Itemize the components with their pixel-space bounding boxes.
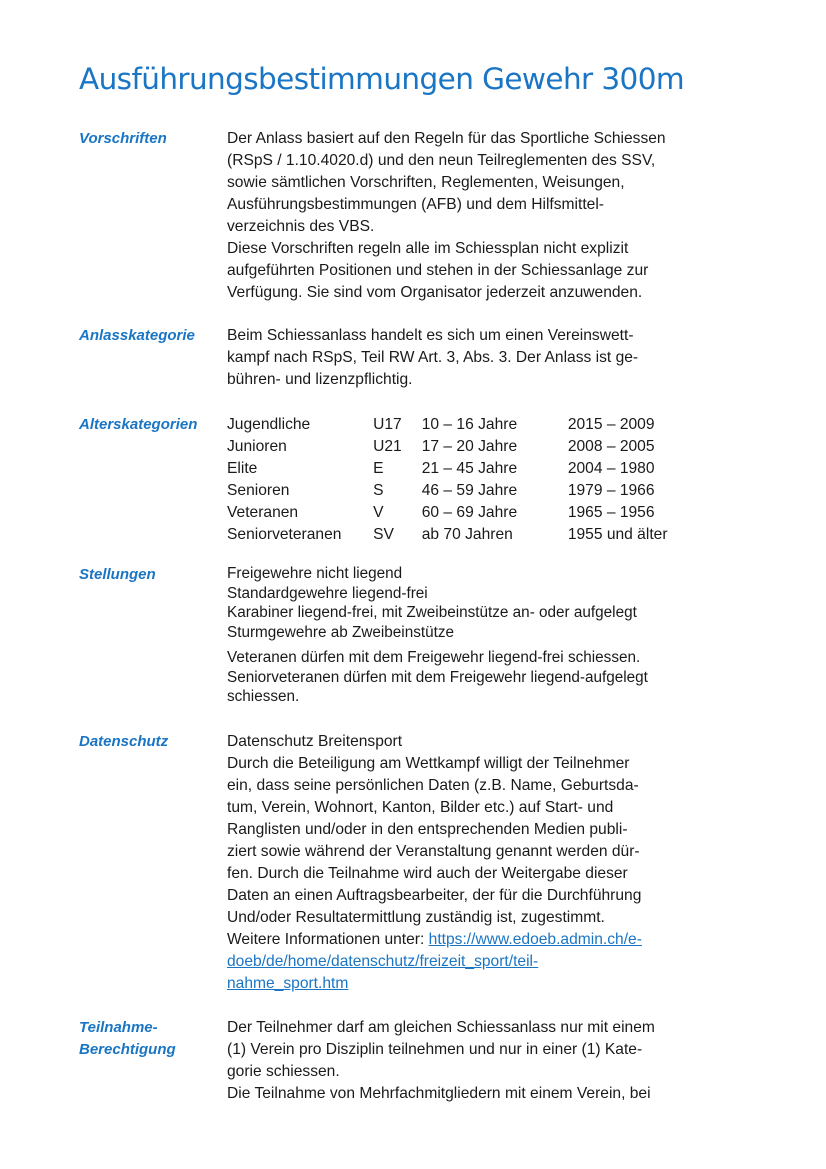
text-line: Diese Vorschriften regeln alle im Schiessplan nicht explizit: [227, 240, 629, 257]
section-body-stellungen: [227, 564, 697, 707]
text-line: Durch die Beteiligung am Wettkampf willigt der Teilnehmer: [227, 755, 630, 772]
age-category-code: E: [373, 460, 384, 477]
section-body-anlasskategorie: [227, 325, 697, 391]
age-category-name: Senioren: [227, 482, 290, 499]
age-category-name: Jugendliche: [227, 416, 311, 433]
text-line: Standardgewehre liegend-frei: [227, 584, 428, 602]
section-label-stellungen: Stellungen: [79, 566, 156, 583]
stellungen-note: [227, 648, 697, 707]
age-category-age: 60 – 69 Jahre: [421, 504, 518, 521]
text-line: schiessen.: [227, 688, 300, 705]
age-category-years: 1955 und älter: [567, 526, 668, 543]
age-category-name: Seniorveteranen: [227, 526, 342, 543]
text-line: fen. Durch die Teilnahme wird auch der Weitergabe dieser: [227, 865, 628, 882]
section-label-anlasskategorie: Anlasskategorie: [79, 327, 195, 344]
text-line: Die Teilnahme von Mehrfachmitgliedern mit einem Verein, bei: [227, 1085, 651, 1102]
age-category-years: 2008 – 2005: [567, 438, 655, 455]
age-category-years: 1979 – 1966: [567, 482, 655, 499]
age-category-row: [227, 458, 697, 480]
age-category-code: SV: [373, 526, 394, 543]
age-category-age: 17 – 20 Jahre: [421, 438, 518, 455]
text-line: Ranglisten und/oder in den entsprechenden Medien publi-: [227, 821, 628, 838]
age-category-age: 21 – 45 Jahre: [421, 460, 518, 477]
age-category-age: 10 – 16 Jahre: [421, 416, 518, 433]
age-category-row: [227, 436, 697, 458]
text-line: ein, dass seine persönlichen Daten (z.B. Name, Geburtsda-: [227, 777, 639, 794]
age-category-row: [227, 414, 697, 436]
text-line: aufgeführten Positionen und stehen in der Schiessanlage zur: [227, 262, 649, 279]
text-line: verzeichnis des VBS.: [227, 218, 375, 235]
text-line: ziert sowie während der Veranstaltung genannt werden dür-: [227, 843, 640, 860]
age-category-code: U21: [373, 438, 402, 455]
text-line: tum, Verein, Wohnort, Kanton, Bilder etc.) auf Start- und: [227, 799, 614, 816]
age-category-table: [227, 414, 697, 546]
section-body-vorschriften: [227, 128, 697, 304]
text-line: Sturmgewehre ab Zweibeinstütze: [227, 623, 455, 641]
age-category-code: U17: [373, 416, 402, 433]
age-category-row: [227, 524, 697, 546]
text-line: sowie sämtlichen Vorschriften, Reglementen, Weisungen,: [227, 174, 625, 191]
text-line: (RSpS / 1.10.4020.d) und den neun Teilreglementen des SSV,: [227, 152, 656, 169]
age-category-age: ab 70 Jahren: [421, 526, 513, 543]
text-line: (1) Verein pro Disziplin teilnehmen und nur in einer (1) Kate-: [227, 1041, 643, 1058]
section-body-datenschutz: [227, 731, 697, 995]
edoeb-link[interactable]: https://www.edoeb.admin.ch/e-: [428, 931, 642, 948]
age-category-age: 46 – 59 Jahre: [421, 482, 518, 499]
age-category-row: [227, 502, 697, 524]
age-category-row: [227, 480, 697, 502]
text-line: Karabiner liegend-frei, mit Zweibeinstütze an- oder aufgelegt: [227, 604, 637, 621]
age-category-code: S: [373, 482, 384, 499]
page-title: Ausführungsbestimmungen Gewehr 300m: [79, 62, 684, 96]
more-info-line: [227, 929, 697, 951]
age-category-code: V: [373, 504, 384, 521]
text-line: Seniorveteranen dürfen mit dem Freigewehr liegend-aufgelegt: [227, 668, 648, 686]
label-line: Berechtigung: [79, 1041, 176, 1058]
text-line: gorie schiessen.: [227, 1063, 340, 1080]
text-line: Verfügung. Sie sind vom Organisator jederzeit anzuwenden.: [227, 284, 643, 301]
text-line: Und/oder Resultatermittlung zuständig ist, zugestimmt.: [227, 909, 605, 926]
edoeb-link-continued[interactable]: doeb/de/home/datenschutz/freizeit_sport/teil-: [227, 953, 539, 970]
text-line: Veteranen dürfen mit dem Freigewehr liegend-frei schiessen.: [227, 649, 641, 666]
section-label-datenschutz: Datenschutz: [79, 733, 169, 750]
text-line: bühren- und lizenzpflichtig.: [227, 371, 413, 388]
age-category-years: 2015 – 2009: [567, 416, 655, 433]
age-category-name: Junioren: [227, 438, 287, 455]
age-category-name: Elite: [227, 460, 258, 477]
age-category-years: 1965 – 1956: [567, 504, 655, 521]
text-line: Freigewehre nicht liegend: [227, 565, 403, 582]
edoeb-link-continued[interactable]: nahme_sport.htm: [227, 975, 349, 992]
more-info-prefix: Weitere Informationen unter:: [227, 931, 429, 948]
section-label-teilnahme-berechtigung: [79, 1017, 224, 1061]
text-line: Daten an einen Auftragsbearbeiter, der für die Durchführung: [227, 887, 642, 904]
text-line: Datenschutz Breitensport: [227, 733, 403, 750]
section-label-alterskategorien: Alterskategorien: [79, 416, 198, 433]
section-label-vorschriften: Vorschriften: [79, 130, 167, 147]
text-line: Ausführungsbestimmungen (AFB) und dem Hilfsmittel-: [227, 196, 604, 213]
label-line: Teilnahme-: [79, 1019, 158, 1036]
text-line: Beim Schiessanlass handelt es sich um einen Vereinswett-: [227, 327, 634, 344]
age-category-name: Veteranen: [227, 504, 299, 521]
age-category-years: 2004 – 1980: [567, 460, 655, 477]
text-line: Der Anlass basiert auf den Regeln für das Sportliche Schiessen: [227, 130, 666, 147]
section-body-teilnahme-berechtigung: [227, 1017, 697, 1105]
text-line: Der Teilnehmer darf am gleichen Schiessanlass nur mit einem: [227, 1019, 655, 1036]
text-line: kampf nach RSpS, Teil RW Art. 3, Abs. 3. Der Anlass ist ge-: [227, 349, 639, 366]
